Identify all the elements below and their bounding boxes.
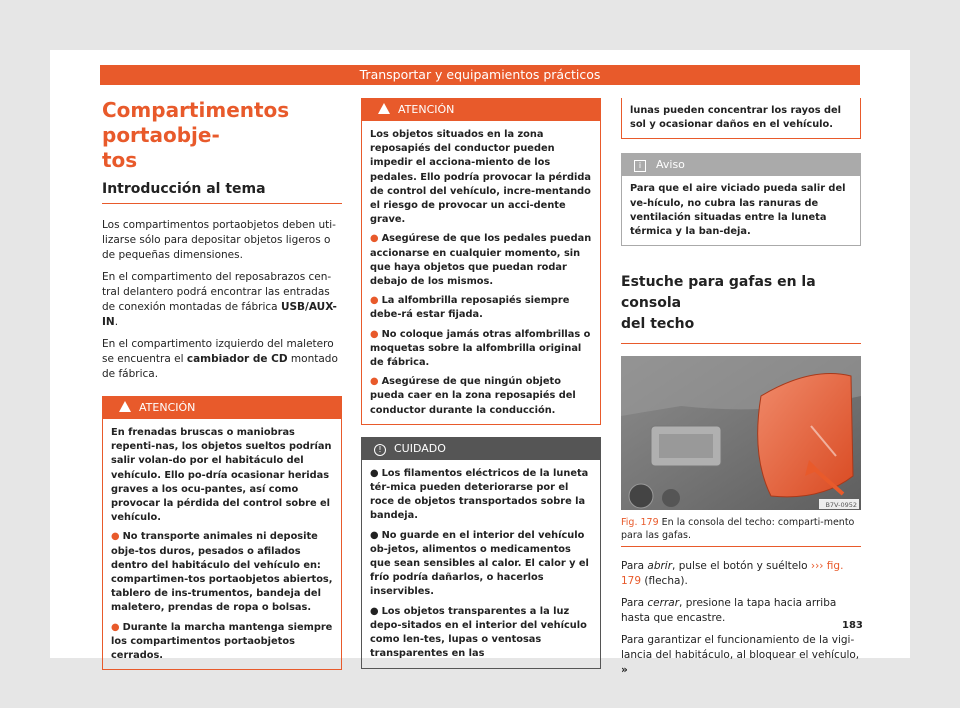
warning-item-text: La alfombrilla reposapiés siempre debe-rá estar fijada. [370, 295, 570, 321]
bullet-icon: ● [370, 233, 379, 245]
bullet-icon: ● [370, 605, 379, 617]
caution-box [361, 437, 601, 669]
bullet-icon: ● [370, 467, 379, 479]
warning-item-text: No transporte animales ni deposite obje-tos duros, pesados o afilados dentro del habitáculo del vehículo en: compartimen-tos portaobjetos abiertos, tablero de ins-trumentos, bandeja del maletero, prendas de ropa o bolsas. [111, 531, 333, 614]
bullet-icon: ● [370, 376, 379, 388]
text: . [114, 316, 119, 328]
note-header [622, 154, 860, 176]
warning-icon [378, 103, 390, 114]
warning-continuation: lunas pueden concentrar los rayos del sol y ocasionar daños en el vehículo. [621, 98, 861, 139]
caution-item [370, 467, 592, 524]
warning-item [111, 621, 333, 664]
bullet-icon: ● [370, 295, 379, 307]
warning-text: Los objetos situados en la zona reposapiés del conductor pueden impedir el acciona-miento de los pedales. Ello podría provocar la pérdida de control del vehículo, incre-mentando el riesgo de provocar un acci-dente grave. [370, 129, 591, 226]
caution-item [370, 605, 592, 662]
caution-item [370, 529, 592, 600]
warning-label: ATENCIÓN [398, 103, 455, 116]
info-icon: i [634, 160, 646, 172]
chapter-header: Transportar y equipamientos prácticos [100, 65, 860, 85]
warning-item [370, 232, 592, 289]
warning-item [370, 328, 592, 371]
paragraph [102, 337, 342, 382]
warning-box [102, 396, 342, 670]
text: Para [621, 597, 648, 610]
warning-item-text: Asegúrese de que ningún objeto pueda caer en la zona reposapiés del conductor durante la conducción. [370, 376, 576, 416]
italic-text: abrir [647, 560, 673, 573]
warning-item-text: Durante la marcha mantenga siempre los compartimentos portaobjetos cerrados. [111, 621, 333, 662]
section-title [102, 98, 342, 173]
bold-text: USB/AUX-IN [102, 301, 337, 328]
text: , presione la tapa hacia arriba hasta que encastre. [621, 597, 837, 625]
caution-item-text: No guarde en el interior del vehículo ob-jetos, alimentos o medicamentos que sean sensibles al calor. El calor y el frío podría dañarlos, o hacerlos inservibles. [370, 529, 589, 598]
continued-icon: » [621, 664, 628, 677]
warning-header [103, 397, 341, 419]
section-heading-line-2: del techo [621, 316, 695, 333]
figure-image [621, 356, 861, 510]
figure-code: B7V-0952 [825, 501, 857, 510]
note-text: Para que el aire viciado pueda salir del ve-hículo, no cubra las ranuras de ventilación situadas entre la luneta térmica y la ban-deja. [630, 183, 846, 238]
section-title-line-2: tos [102, 148, 138, 172]
bold-text: cambiador de CD [186, 353, 288, 365]
figure-label: Fig. 179 [621, 517, 659, 529]
column-1 [102, 98, 342, 682]
text: En el compartimento del reposabrazos cen-tral delantero podrá encontrar las entradas de conexión montadas de fábrica [102, 271, 332, 313]
figure-reference-link[interactable]: ››› fig. 179 [621, 560, 844, 588]
warning-text: En frenadas bruscas o maniobras repenti-nas, los objetos sueltos podrían salir volan-do por el habitáculo del vehículo. Ello po-dría ocasionar heridas graves a los ocu-pantes, así como provocar la pérdida del control sobre el vehículo. [111, 427, 332, 524]
paragraph [621, 596, 861, 626]
warning-item-text: No coloque jamás otras alfombrillas o moquetas sobre la alfombrilla original de fábrica. [370, 328, 591, 369]
paragraph: Los compartimentos portaobjetos deben uti-lizarse sólo para depositar objetos ligeros o de pequeñas dimensiones. [102, 219, 336, 261]
warning-item [370, 294, 592, 322]
text: Para [621, 560, 648, 573]
overhead-console-illustration [621, 356, 861, 510]
text: (flecha). [641, 575, 688, 588]
caution-label: CUIDADO [394, 441, 446, 455]
bullet-icon: ● [111, 621, 120, 633]
warning-icon [119, 401, 131, 412]
text: montado de fábrica. [102, 353, 338, 380]
paragraph [621, 633, 861, 678]
text: En el compartimento izquierdo del maletero se encuentra el [102, 338, 334, 365]
paragraph [621, 559, 861, 589]
warning-body [362, 121, 600, 424]
warning-box [361, 98, 601, 425]
column-2 [361, 98, 601, 669]
text: Para garantizar el funcionamiento de la vigi-lancia del habitáculo, al bloquear el vehículo, [621, 634, 860, 662]
section-heading-line-1: Estuche para gafas en la consola [621, 274, 816, 312]
warning-item [370, 375, 592, 418]
column-3 [621, 98, 861, 685]
caution-body [362, 460, 600, 668]
paragraph [102, 270, 342, 330]
bullet-icon: ● [370, 328, 379, 340]
page-number: 183 [842, 620, 863, 631]
figure-caption-text: En la consola del techo: comparti-mento para las gafas. [621, 517, 855, 542]
section-heading [621, 272, 861, 344]
warning-body [103, 419, 341, 669]
italic-text: cerrar [647, 597, 680, 610]
warning-label: ATENCIÓN [139, 401, 196, 414]
bullet-icon: ● [370, 529, 379, 541]
caution-item-text: Los objetos transparentes a la luz depo-sitados en el interior del vehículo como len-tes, lupas o ventosas transparentes en las [370, 605, 587, 660]
caution-header [362, 438, 600, 460]
bullet-icon: ● [111, 531, 120, 543]
subsection-title: Introducción al tema [102, 173, 342, 204]
note-label: Aviso [656, 158, 685, 172]
warning-item [111, 530, 333, 615]
warning-header [362, 99, 600, 121]
note-box [621, 153, 861, 246]
figure-caption [621, 510, 861, 547]
section-title-line-1: Compartimentos portaobje- [102, 98, 290, 147]
text: , pulse el botón y suéltelo [672, 560, 811, 573]
warning-item-text: Asegúrese de que los pedales puedan accionarse en cualquier momento, sin que haya objetos que puedan rodar debajo de los mismos. [370, 233, 592, 288]
exclamation-circle-icon: ! [374, 444, 386, 456]
caution-item-text: Los filamentos eléctricos de la luneta tér-mica pueden deteriorarse por el roce de objetos transportados sobre la bandeja. [370, 467, 589, 522]
